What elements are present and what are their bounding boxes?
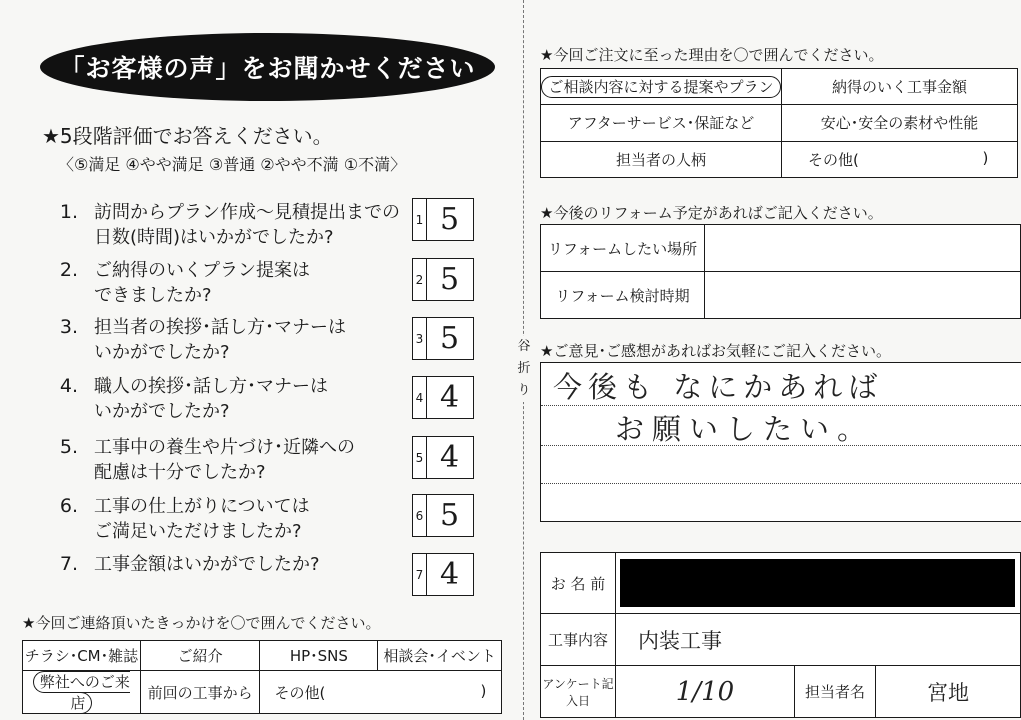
info-table [540,552,1021,718]
name-label: お 名 前 [541,553,616,614]
work-value[interactable]: 内装工事 [616,614,1021,666]
score-box-index: 7 [413,554,427,595]
question-text [94,374,328,424]
score-box-index: 1 [413,199,427,240]
comment-line-1: 今後も なにかあれば [553,370,884,404]
other-close: ) [480,681,487,700]
date-value[interactable] [616,666,795,718]
timing-label: リフォーム検討時期 [541,272,705,319]
option-event[interactable]: 相談会･イベント [378,641,502,671]
date-label: アンケート記入日 [541,666,616,718]
score-box-index: 5 [413,437,427,478]
score-box[interactable] [412,198,474,241]
score-value: 4 [439,380,460,415]
question-line: 工事金額はいかがでしたか? [94,554,320,575]
score-value: 5 [439,498,460,533]
score-box-index: 6 [413,495,427,536]
other-open: その他( [274,683,326,702]
question-line: 日数(時間)はいかがでしたか? [94,227,334,248]
staff-value[interactable]: 宮地 [876,666,1021,718]
name-redaction [620,559,1015,607]
question-text [94,258,310,308]
question-number: 7. [59,553,78,575]
question-text [94,435,355,485]
score-box[interactable] [412,436,474,479]
question-line: できましたか? [94,285,212,306]
question-line: 配慮は十分でしたか? [94,462,266,483]
option-referral[interactable]: ご紹介 [140,641,260,671]
score-box[interactable] [412,317,474,360]
question-line: 職人の挨拶･話し方･マナーは [94,376,328,397]
other-open: その他( [808,150,859,169]
work-label: 工事内容 [541,614,616,666]
score-value: 4 [439,440,460,475]
question-text [94,315,346,365]
comments-box[interactable] [540,362,1021,522]
option-hp-sns[interactable]: HP･SNS [260,641,378,671]
option-flyer[interactable]: チラシ･CM･雑誌 [23,641,141,671]
page-title: 「お客様の声」をお聞かせください [59,54,476,83]
staff-label: 担当者名 [795,666,876,718]
option-other[interactable] [260,671,502,714]
question-line: ご満足いただけましたか? [94,521,302,542]
question-number: 6. [59,495,78,517]
question-number: 1. [59,201,78,223]
reason-other[interactable] [782,141,1018,177]
fold-label [514,336,534,402]
question-text [94,494,310,544]
fold-char: 折 [517,361,531,376]
fold-char: り [517,383,531,398]
selection-circle: 弊社へのご来店 [33,671,130,714]
score-value: 4 [439,557,460,592]
place-label: リフォームしたい場所 [541,225,705,272]
question-number: 4. [59,375,78,397]
comments-heading: ★ご意見･ご感想があればお気軽にご記入ください。 [540,342,891,360]
place-field[interactable] [705,225,1021,272]
question-text [94,200,400,250]
score-box-index: 2 [413,259,427,300]
timing-field[interactable] [705,272,1021,319]
option-store-visit[interactable] [23,671,141,714]
question-text [94,552,320,577]
option-previous-work[interactable]: 前回の工事から [140,671,260,714]
rating-heading: ★5段階評価でお答えください。 [42,124,333,148]
question-number: 5. [59,436,78,458]
score-value: 5 [439,202,460,237]
question-number: 3. [59,316,78,338]
name-field[interactable] [616,553,1021,614]
reason-materials[interactable]: 安心･安全の素材や性能 [782,105,1018,141]
future-table [540,224,1021,319]
reason-heading: ★今回ご注文に至った理由を〇で囲んでください。 [540,46,884,64]
score-box[interactable] [412,553,474,596]
future-heading: ★今後のリフォーム予定があればご記入ください。 [540,204,883,222]
question-line: 工事中の養生や片づけ･近隣への [94,437,355,458]
reason-table [540,68,1018,178]
score-box-index: 4 [413,377,427,418]
comment-line-2: お願いしたい。 [615,412,875,446]
reason-after-service[interactable]: アフターサービス･保証など [541,105,782,141]
score-box[interactable] [412,376,474,419]
contact-options-table [22,640,502,714]
reason-proposal[interactable] [541,69,782,105]
question-line: 工事の仕上がりについては [94,496,310,517]
score-box-index: 3 [413,318,427,359]
reason-price[interactable]: 納得のいく工事金額 [782,69,1018,105]
selection-circle: ご相談内容に対する提案やプラン [541,76,780,98]
score-box[interactable] [412,258,474,301]
question-line: いかがでしたか? [94,401,230,422]
question-line: いかがでしたか? [94,342,230,363]
rating-scale: 〈⑤満足 ④やや満足 ③普通 ②やや不満 ①不満〉 [58,155,407,174]
other-close: ) [982,148,989,167]
question-number: 2. [59,259,78,281]
fold-char: 谷 [517,339,531,354]
reason-staff[interactable]: 担当者の人柄 [541,141,782,177]
score-value: 5 [439,262,460,297]
question-line: 担当者の挨拶･話し方･マナーは [94,317,346,338]
contact-heading: ★今回ご連絡頂いたきっかけを〇で囲んでください。 [22,614,381,632]
question-line: 訪問からプラン作成～見積提出までの [94,202,400,223]
question-line: ご納得のいくプラン提案は [94,260,310,281]
score-box[interactable] [412,494,474,537]
score-value: 5 [439,321,460,356]
ruled-line [541,483,1021,484]
title-banner [40,33,495,101]
date-text: 1/10 [675,676,735,707]
